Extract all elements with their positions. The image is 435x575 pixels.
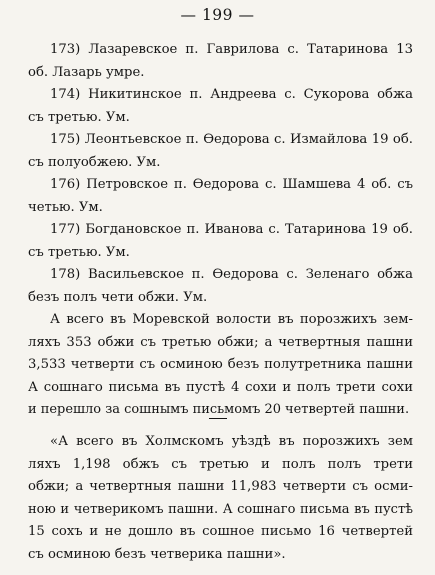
quote-line-2: ляхъ 1,198 обжъ съ третью и полъ полъ трети	[28, 456, 413, 472]
entry-174-line-2: съ третью. Ум.	[28, 109, 130, 125]
entry-173-line-1: 173) Лазаревское п. Гаврилова с. Татаринова 13	[50, 42, 413, 57]
summary-line-1: А всего въ Моревской волости въ порозжихъ зем-	[50, 312, 413, 327]
entries-block	[28, 39, 413, 309]
entry-178-line-1: 178) Васильевское п. Ѳедорова с. Зеленаго обжа	[50, 267, 413, 282]
entry-175-line-1: 175) Леонтьевское п. Ѳедорова с. Измайлова 19 об.	[50, 132, 413, 147]
entry-176-line-2: четью. Ум.	[28, 199, 103, 215]
entry-174-line-1: 174) Никитинское п. Андреева с. Сукорова обжа	[50, 87, 413, 102]
page-number-header: — 199 —	[180, 6, 255, 24]
summary-line-4: А сошнаго письма въ пустѣ 4 сохи и полъ трети сохи	[28, 379, 413, 395]
entry-176-line-1: 176) Петровское п. Ѳедорова с. Шамшева 4 об. съ	[50, 177, 413, 192]
entry-177-line-1: 177) Богдановское п. Иванова с. Татаринова 19 об.	[50, 222, 413, 237]
quote-line-4: ною и четверикомъ пашни. А сошнаго письма въ пустѣ	[28, 501, 413, 517]
entry-178-line-2: безъ полъ чети обжи. Ум.	[28, 289, 208, 305]
quote-line-3: обжи; а четвертныя пашни 11,983 четверти съ осми-	[28, 479, 413, 494]
section-divider	[0, 409, 435, 423]
summary-line-2: ляхъ 353 обжи съ третью обжи; а четвертныя пашни	[28, 334, 413, 350]
summary-paragraph	[28, 309, 413, 422]
quote-line-5: 15 сохъ и не дошло въ сошное письмо 16 четвертей	[28, 524, 413, 539]
summary-line-5: и перешло за сошнымъ письмомъ 20 четвертей пашни.	[28, 402, 410, 417]
entry-175-line-2: съ полуобжею. Ум.	[28, 154, 161, 170]
quote-paragraph	[28, 431, 413, 566]
entry-177-line-2: съ третью. Ум.	[28, 244, 130, 260]
summary-line-3: 3,533 четверти съ осминою безъ полутретника пашни	[28, 357, 413, 372]
quote-line-1: «А всего въ Холмскомъ уѣздѣ въ порозжихъ зем	[50, 434, 413, 449]
entry-173-line-2: об. Лазарь умре.	[28, 64, 145, 80]
quote-line-6: съ осминою безъ четверика пашни».	[28, 546, 286, 562]
